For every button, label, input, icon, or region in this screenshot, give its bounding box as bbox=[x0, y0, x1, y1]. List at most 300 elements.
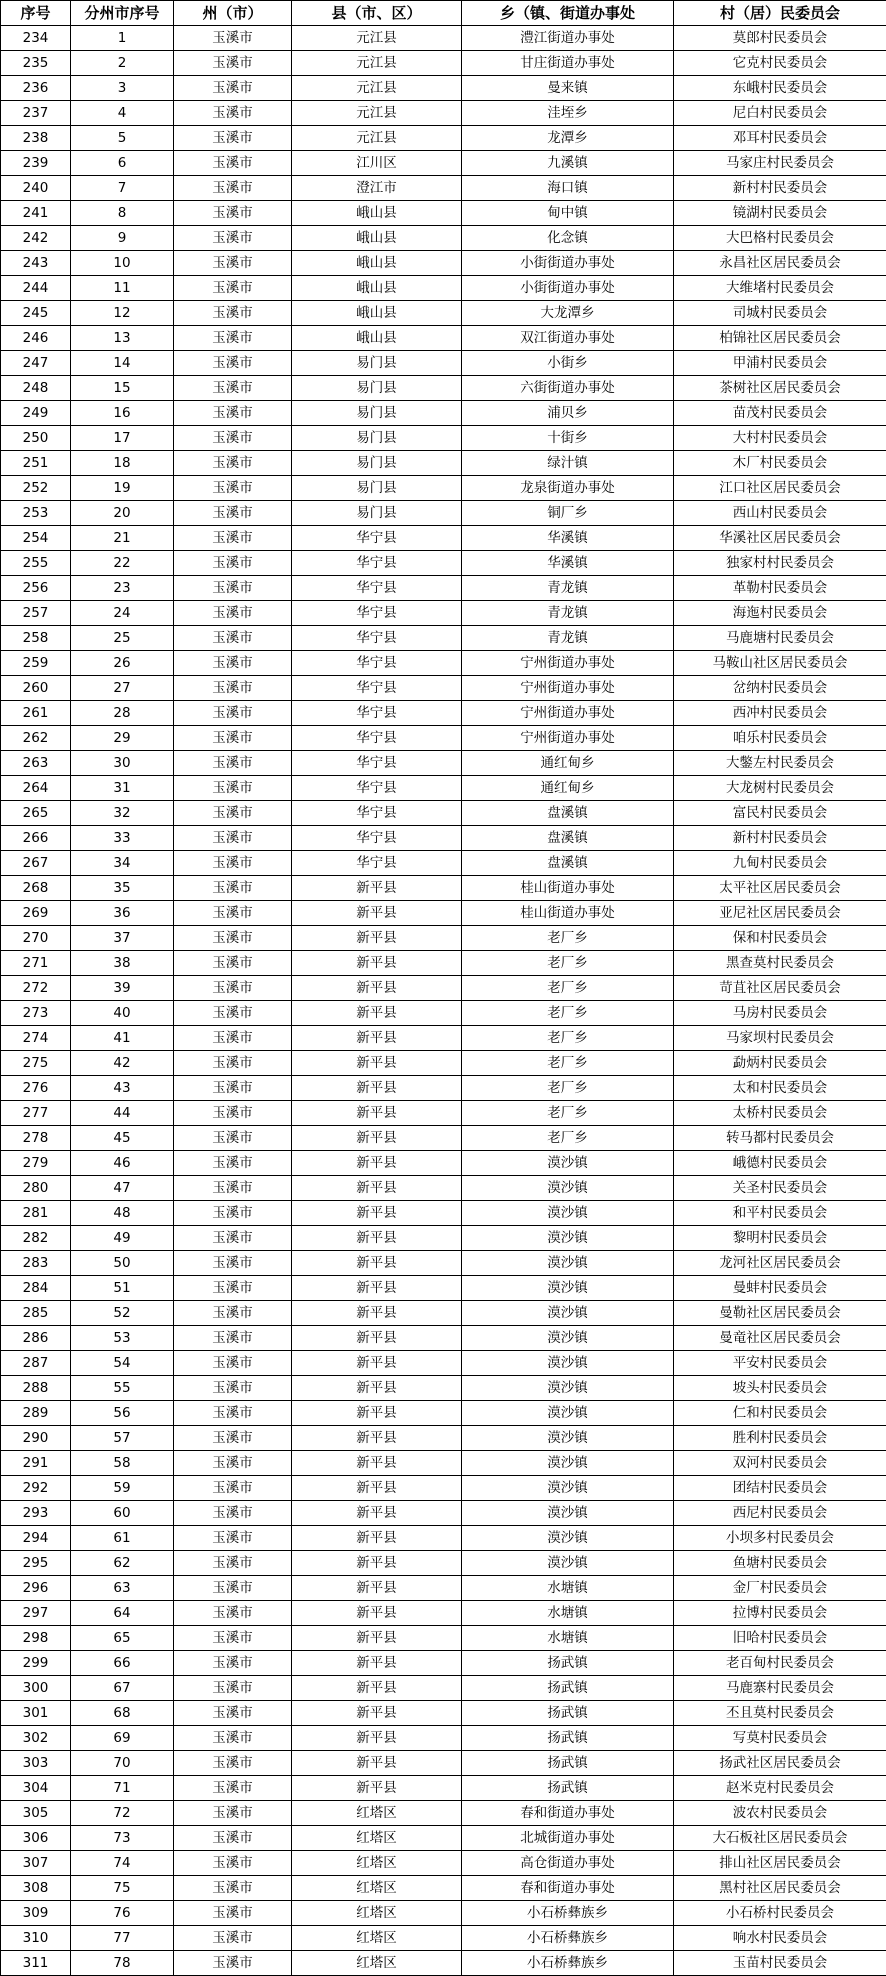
cell-committee: 华溪社区居民委员会 bbox=[674, 526, 886, 551]
cell-serial: 292 bbox=[1, 1476, 71, 1501]
cell-committee: 大鐅左村民委员会 bbox=[674, 751, 886, 776]
cell-serial: 269 bbox=[1, 901, 71, 926]
table-row bbox=[1, 1851, 886, 1876]
cell-city-serial: 29 bbox=[71, 726, 174, 751]
cell-prefecture: 玉溪市 bbox=[174, 276, 292, 301]
cell-county: 华宁县 bbox=[292, 601, 462, 626]
cell-county: 新平县 bbox=[292, 1326, 462, 1351]
cell-city-serial: 32 bbox=[71, 801, 174, 826]
cell-serial: 277 bbox=[1, 1101, 71, 1126]
cell-county: 新平县 bbox=[292, 1451, 462, 1476]
cell-county: 新平县 bbox=[292, 1101, 462, 1126]
header-committee: 村（居）民委员会 bbox=[674, 1, 886, 26]
table-row bbox=[1, 976, 886, 1001]
cell-township: 浦贝乡 bbox=[462, 401, 674, 426]
cell-city-serial: 24 bbox=[71, 601, 174, 626]
cell-township: 十街乡 bbox=[462, 426, 674, 451]
cell-township: 漠沙镇 bbox=[462, 1501, 674, 1526]
cell-city-serial: 68 bbox=[71, 1701, 174, 1726]
cell-county: 新平县 bbox=[292, 1376, 462, 1401]
cell-prefecture: 玉溪市 bbox=[174, 1101, 292, 1126]
table-row bbox=[1, 501, 886, 526]
cell-prefecture: 玉溪市 bbox=[174, 951, 292, 976]
cell-prefecture: 玉溪市 bbox=[174, 1151, 292, 1176]
cell-committee: 太桥村民委员会 bbox=[674, 1101, 886, 1126]
cell-county: 红塔区 bbox=[292, 1926, 462, 1951]
cell-prefecture: 玉溪市 bbox=[174, 26, 292, 51]
cell-committee: 新村村民委员会 bbox=[674, 176, 886, 201]
table-row bbox=[1, 1351, 886, 1376]
cell-serial: 272 bbox=[1, 976, 71, 1001]
cell-committee: 坡头村民委员会 bbox=[674, 1376, 886, 1401]
cell-city-serial: 4 bbox=[71, 101, 174, 126]
cell-county: 华宁县 bbox=[292, 726, 462, 751]
cell-serial: 294 bbox=[1, 1526, 71, 1551]
cell-serial: 281 bbox=[1, 1201, 71, 1226]
cell-township: 绿汁镇 bbox=[462, 451, 674, 476]
cell-county: 易门县 bbox=[292, 376, 462, 401]
cell-prefecture: 玉溪市 bbox=[174, 551, 292, 576]
cell-serial: 236 bbox=[1, 76, 71, 101]
cell-city-serial: 11 bbox=[71, 276, 174, 301]
cell-county: 易门县 bbox=[292, 426, 462, 451]
cell-city-serial: 70 bbox=[71, 1751, 174, 1776]
cell-serial: 234 bbox=[1, 26, 71, 51]
cell-township: 扬武镇 bbox=[462, 1676, 674, 1701]
cell-city-serial: 48 bbox=[71, 1201, 174, 1226]
cell-committee: 邓耳村民委员会 bbox=[674, 126, 886, 151]
cell-city-serial: 16 bbox=[71, 401, 174, 426]
cell-county: 新平县 bbox=[292, 901, 462, 926]
cell-city-serial: 14 bbox=[71, 351, 174, 376]
cell-serial: 299 bbox=[1, 1651, 71, 1676]
table-row bbox=[1, 1251, 886, 1276]
cell-serial: 298 bbox=[1, 1626, 71, 1651]
cell-city-serial: 8 bbox=[71, 201, 174, 226]
cell-city-serial: 52 bbox=[71, 1301, 174, 1326]
cell-township: 老厂乡 bbox=[462, 1076, 674, 1101]
cell-committee: 排山社区居民委员会 bbox=[674, 1851, 886, 1876]
cell-serial: 265 bbox=[1, 801, 71, 826]
cell-township: 小街街道办事处 bbox=[462, 251, 674, 276]
cell-county: 华宁县 bbox=[292, 851, 462, 876]
cell-city-serial: 77 bbox=[71, 1926, 174, 1951]
cell-committee: 黎明村民委员会 bbox=[674, 1226, 886, 1251]
cell-committee: 大巴格村民委员会 bbox=[674, 226, 886, 251]
cell-county: 新平县 bbox=[292, 1776, 462, 1801]
table-row bbox=[1, 1801, 886, 1826]
cell-committee: 响水村民委员会 bbox=[674, 1926, 886, 1951]
cell-serial: 308 bbox=[1, 1876, 71, 1901]
cell-serial: 270 bbox=[1, 926, 71, 951]
table-row bbox=[1, 1026, 886, 1051]
cell-prefecture: 玉溪市 bbox=[174, 1376, 292, 1401]
cell-city-serial: 21 bbox=[71, 526, 174, 551]
table-row bbox=[1, 1176, 886, 1201]
cell-prefecture: 玉溪市 bbox=[174, 1876, 292, 1901]
cell-city-serial: 5 bbox=[71, 126, 174, 151]
cell-prefecture: 玉溪市 bbox=[174, 1951, 292, 1976]
table-row bbox=[1, 1051, 886, 1076]
cell-prefecture: 玉溪市 bbox=[174, 1801, 292, 1826]
cell-serial: 266 bbox=[1, 826, 71, 851]
cell-township: 水塘镇 bbox=[462, 1576, 674, 1601]
cell-county: 新平县 bbox=[292, 976, 462, 1001]
cell-township: 洼垤乡 bbox=[462, 101, 674, 126]
table-row bbox=[1, 326, 886, 351]
cell-township: 小石桥彝族乡 bbox=[462, 1901, 674, 1926]
table-row bbox=[1, 1476, 886, 1501]
cell-county: 峨山县 bbox=[292, 276, 462, 301]
cell-committee: 西尼村民委员会 bbox=[674, 1501, 886, 1526]
cell-county: 新平县 bbox=[292, 1151, 462, 1176]
cell-county: 新平县 bbox=[292, 1626, 462, 1651]
cell-city-serial: 25 bbox=[71, 626, 174, 651]
cell-county: 易门县 bbox=[292, 476, 462, 501]
cell-serial: 250 bbox=[1, 426, 71, 451]
cell-prefecture: 玉溪市 bbox=[174, 1826, 292, 1851]
cell-serial: 240 bbox=[1, 176, 71, 201]
cell-township: 曼来镇 bbox=[462, 76, 674, 101]
cell-city-serial: 30 bbox=[71, 751, 174, 776]
cell-committee: 司城村民委员会 bbox=[674, 301, 886, 326]
cell-prefecture: 玉溪市 bbox=[174, 51, 292, 76]
cell-prefecture: 玉溪市 bbox=[174, 1126, 292, 1151]
table-row bbox=[1, 826, 886, 851]
cell-county: 江川区 bbox=[292, 151, 462, 176]
cell-serial: 235 bbox=[1, 51, 71, 76]
cell-serial: 241 bbox=[1, 201, 71, 226]
table-row bbox=[1, 1901, 886, 1926]
cell-committee: 莫郎村民委员会 bbox=[674, 26, 886, 51]
cell-township: 桂山街道办事处 bbox=[462, 876, 674, 901]
cell-township: 扬武镇 bbox=[462, 1776, 674, 1801]
cell-county: 易门县 bbox=[292, 351, 462, 376]
cell-prefecture: 玉溪市 bbox=[174, 526, 292, 551]
cell-city-serial: 73 bbox=[71, 1826, 174, 1851]
cell-county: 新平县 bbox=[292, 1401, 462, 1426]
cell-city-serial: 74 bbox=[71, 1851, 174, 1876]
cell-county: 新平县 bbox=[292, 1351, 462, 1376]
cell-county: 元江县 bbox=[292, 101, 462, 126]
cell-committee: 海迤村民委员会 bbox=[674, 601, 886, 626]
cell-serial: 259 bbox=[1, 651, 71, 676]
cell-township: 甘庄街道办事处 bbox=[462, 51, 674, 76]
cell-city-serial: 46 bbox=[71, 1151, 174, 1176]
table-row bbox=[1, 1151, 886, 1176]
cell-county: 新平县 bbox=[292, 1701, 462, 1726]
cell-city-serial: 75 bbox=[71, 1876, 174, 1901]
cell-city-serial: 65 bbox=[71, 1626, 174, 1651]
cell-committee: 团结村民委员会 bbox=[674, 1476, 886, 1501]
cell-committee: 大维堵村民委员会 bbox=[674, 276, 886, 301]
cell-township: 漠沙镇 bbox=[462, 1351, 674, 1376]
cell-prefecture: 玉溪市 bbox=[174, 1701, 292, 1726]
cell-committee: 亚尼社区居民委员会 bbox=[674, 901, 886, 926]
table-row bbox=[1, 1001, 886, 1026]
cell-committee: 咱乐村民委员会 bbox=[674, 726, 886, 751]
cell-prefecture: 玉溪市 bbox=[174, 1651, 292, 1676]
cell-serial: 262 bbox=[1, 726, 71, 751]
cell-prefecture: 玉溪市 bbox=[174, 626, 292, 651]
cell-prefecture: 玉溪市 bbox=[174, 101, 292, 126]
cell-committee: 革勒村民委员会 bbox=[674, 576, 886, 601]
cell-serial: 276 bbox=[1, 1076, 71, 1101]
table-row bbox=[1, 601, 886, 626]
cell-township: 扬武镇 bbox=[462, 1751, 674, 1776]
cell-county: 红塔区 bbox=[292, 1876, 462, 1901]
cell-prefecture: 玉溪市 bbox=[174, 476, 292, 501]
cell-city-serial: 56 bbox=[71, 1401, 174, 1426]
cell-city-serial: 17 bbox=[71, 426, 174, 451]
cell-city-serial: 47 bbox=[71, 1176, 174, 1201]
table-row bbox=[1, 1226, 886, 1251]
cell-township: 澧江街道办事处 bbox=[462, 26, 674, 51]
cell-serial: 279 bbox=[1, 1151, 71, 1176]
cell-prefecture: 玉溪市 bbox=[174, 1776, 292, 1801]
cell-county: 元江县 bbox=[292, 126, 462, 151]
cell-city-serial: 42 bbox=[71, 1051, 174, 1076]
cell-city-serial: 60 bbox=[71, 1501, 174, 1526]
cell-committee: 大龙树村民委员会 bbox=[674, 776, 886, 801]
table-row bbox=[1, 951, 886, 976]
table-row bbox=[1, 476, 886, 501]
cell-prefecture: 玉溪市 bbox=[174, 126, 292, 151]
cell-prefecture: 玉溪市 bbox=[174, 901, 292, 926]
cell-county: 元江县 bbox=[292, 51, 462, 76]
table-row bbox=[1, 351, 886, 376]
cell-township: 华溪镇 bbox=[462, 551, 674, 576]
cell-prefecture: 玉溪市 bbox=[174, 1226, 292, 1251]
table-row bbox=[1, 1526, 886, 1551]
cell-city-serial: 50 bbox=[71, 1251, 174, 1276]
cell-committee: 曼竜社区居民委员会 bbox=[674, 1326, 886, 1351]
cell-township: 老厂乡 bbox=[462, 1126, 674, 1151]
cell-county: 易门县 bbox=[292, 501, 462, 526]
cell-serial: 237 bbox=[1, 101, 71, 126]
cell-prefecture: 玉溪市 bbox=[174, 401, 292, 426]
cell-prefecture: 玉溪市 bbox=[174, 876, 292, 901]
cell-prefecture: 玉溪市 bbox=[174, 976, 292, 1001]
table-row bbox=[1, 776, 886, 801]
cell-prefecture: 玉溪市 bbox=[174, 1426, 292, 1451]
table-row bbox=[1, 1751, 886, 1776]
cell-county: 新平县 bbox=[292, 1526, 462, 1551]
cell-serial: 306 bbox=[1, 1826, 71, 1851]
cell-county: 华宁县 bbox=[292, 776, 462, 801]
cell-city-serial: 37 bbox=[71, 926, 174, 951]
cell-committee: 扬武社区居民委员会 bbox=[674, 1751, 886, 1776]
table-body bbox=[1, 26, 886, 1976]
cell-committee: 大村村民委员会 bbox=[674, 426, 886, 451]
table-row bbox=[1, 551, 886, 576]
cell-serial: 263 bbox=[1, 751, 71, 776]
cell-county: 峨山县 bbox=[292, 201, 462, 226]
cell-serial: 307 bbox=[1, 1851, 71, 1876]
cell-city-serial: 33 bbox=[71, 826, 174, 851]
table-row bbox=[1, 1726, 886, 1751]
cell-serial: 271 bbox=[1, 951, 71, 976]
cell-township: 盘溪镇 bbox=[462, 801, 674, 826]
cell-committee: 仁和村民委员会 bbox=[674, 1401, 886, 1426]
cell-county: 新平县 bbox=[292, 1051, 462, 1076]
cell-city-serial: 7 bbox=[71, 176, 174, 201]
cell-serial: 246 bbox=[1, 326, 71, 351]
table-row bbox=[1, 226, 886, 251]
cell-prefecture: 玉溪市 bbox=[174, 1051, 292, 1076]
cell-township: 双江街道办事处 bbox=[462, 326, 674, 351]
table-row bbox=[1, 1676, 886, 1701]
table-row bbox=[1, 1951, 886, 1976]
table-row bbox=[1, 51, 886, 76]
cell-county: 新平县 bbox=[292, 1751, 462, 1776]
cell-county: 新平县 bbox=[292, 1226, 462, 1251]
table-row bbox=[1, 1401, 886, 1426]
table-row bbox=[1, 1926, 886, 1951]
cell-county: 易门县 bbox=[292, 451, 462, 476]
table-row bbox=[1, 726, 886, 751]
cell-committee: 它克村民委员会 bbox=[674, 51, 886, 76]
cell-county: 元江县 bbox=[292, 76, 462, 101]
cell-county: 峨山县 bbox=[292, 301, 462, 326]
cell-county: 华宁县 bbox=[292, 751, 462, 776]
cell-township: 漠沙镇 bbox=[462, 1551, 674, 1576]
cell-county: 新平县 bbox=[292, 1176, 462, 1201]
table-row bbox=[1, 451, 886, 476]
cell-county: 新平县 bbox=[292, 1076, 462, 1101]
table-row bbox=[1, 201, 886, 226]
cell-township: 龙泉街道办事处 bbox=[462, 476, 674, 501]
cell-committee: 西山村民委员会 bbox=[674, 501, 886, 526]
cell-township: 扬武镇 bbox=[462, 1726, 674, 1751]
cell-serial: 304 bbox=[1, 1776, 71, 1801]
cell-county: 新平县 bbox=[292, 1126, 462, 1151]
table-row bbox=[1, 76, 886, 101]
table-row bbox=[1, 301, 886, 326]
cell-committee: 永昌社区居民委员会 bbox=[674, 251, 886, 276]
cell-serial: 238 bbox=[1, 126, 71, 151]
cell-city-serial: 66 bbox=[71, 1651, 174, 1676]
cell-prefecture: 玉溪市 bbox=[174, 826, 292, 851]
cell-county: 新平县 bbox=[292, 1726, 462, 1751]
header-prefecture: 州（市） bbox=[174, 1, 292, 26]
cell-city-serial: 76 bbox=[71, 1901, 174, 1926]
table-row bbox=[1, 801, 886, 826]
cell-city-serial: 34 bbox=[71, 851, 174, 876]
cell-serial: 295 bbox=[1, 1551, 71, 1576]
cell-committee: 峨德村民委员会 bbox=[674, 1151, 886, 1176]
cell-township: 老厂乡 bbox=[462, 1001, 674, 1026]
cell-township: 北城街道办事处 bbox=[462, 1826, 674, 1851]
cell-county: 新平县 bbox=[292, 1676, 462, 1701]
cell-township: 小街街道办事处 bbox=[462, 276, 674, 301]
cell-city-serial: 58 bbox=[71, 1451, 174, 1476]
cell-county: 华宁县 bbox=[292, 526, 462, 551]
cell-serial: 283 bbox=[1, 1251, 71, 1276]
cell-city-serial: 43 bbox=[71, 1076, 174, 1101]
cell-county: 红塔区 bbox=[292, 1826, 462, 1851]
table-row bbox=[1, 176, 886, 201]
cell-township: 漠沙镇 bbox=[462, 1201, 674, 1226]
cell-committee: 赵米克村民委员会 bbox=[674, 1776, 886, 1801]
cell-prefecture: 玉溪市 bbox=[174, 1726, 292, 1751]
cell-township: 宁州街道办事处 bbox=[462, 651, 674, 676]
cell-city-serial: 53 bbox=[71, 1326, 174, 1351]
cell-township: 漠沙镇 bbox=[462, 1151, 674, 1176]
cell-committee: 马鹿寨村民委员会 bbox=[674, 1676, 886, 1701]
cell-serial: 288 bbox=[1, 1376, 71, 1401]
cell-city-serial: 59 bbox=[71, 1476, 174, 1501]
table-row bbox=[1, 1426, 886, 1451]
cell-township: 漠沙镇 bbox=[462, 1526, 674, 1551]
cell-serial: 239 bbox=[1, 151, 71, 176]
cell-prefecture: 玉溪市 bbox=[174, 1501, 292, 1526]
cell-serial: 289 bbox=[1, 1401, 71, 1426]
cell-township: 漠沙镇 bbox=[462, 1401, 674, 1426]
cell-committee: 马房村民委员会 bbox=[674, 1001, 886, 1026]
cell-prefecture: 玉溪市 bbox=[174, 301, 292, 326]
cell-county: 华宁县 bbox=[292, 651, 462, 676]
cell-city-serial: 13 bbox=[71, 326, 174, 351]
cell-committee: 旧哈村民委员会 bbox=[674, 1626, 886, 1651]
cell-township: 水塘镇 bbox=[462, 1626, 674, 1651]
cell-serial: 264 bbox=[1, 776, 71, 801]
cell-county: 新平县 bbox=[292, 1601, 462, 1626]
cell-serial: 242 bbox=[1, 226, 71, 251]
cell-prefecture: 玉溪市 bbox=[174, 601, 292, 626]
cell-city-serial: 45 bbox=[71, 1126, 174, 1151]
cell-prefecture: 玉溪市 bbox=[174, 1001, 292, 1026]
cell-prefecture: 玉溪市 bbox=[174, 201, 292, 226]
cell-committee: 曼蚌村民委员会 bbox=[674, 1276, 886, 1301]
cell-county: 新平县 bbox=[292, 876, 462, 901]
cell-committee: 曼勒社区居民委员会 bbox=[674, 1301, 886, 1326]
cell-serial: 273 bbox=[1, 1001, 71, 1026]
cell-city-serial: 54 bbox=[71, 1351, 174, 1376]
cell-serial: 258 bbox=[1, 626, 71, 651]
cell-committee: 岔纳村民委员会 bbox=[674, 676, 886, 701]
cell-committee: 转马都村民委员会 bbox=[674, 1126, 886, 1151]
cell-county: 华宁县 bbox=[292, 576, 462, 601]
cell-county: 澄江市 bbox=[292, 176, 462, 201]
cell-serial: 245 bbox=[1, 301, 71, 326]
cell-city-serial: 28 bbox=[71, 701, 174, 726]
cell-township: 扬武镇 bbox=[462, 1651, 674, 1676]
table-row bbox=[1, 1276, 886, 1301]
cell-committee: 甲浦村民委员会 bbox=[674, 351, 886, 376]
cell-serial: 302 bbox=[1, 1726, 71, 1751]
cell-city-serial: 3 bbox=[71, 76, 174, 101]
cell-committee: 九甸村民委员会 bbox=[674, 851, 886, 876]
cell-city-serial: 36 bbox=[71, 901, 174, 926]
cell-serial: 253 bbox=[1, 501, 71, 526]
table-row bbox=[1, 1551, 886, 1576]
cell-county: 新平县 bbox=[292, 1301, 462, 1326]
table-row bbox=[1, 1326, 886, 1351]
cell-city-serial: 27 bbox=[71, 676, 174, 701]
cell-county: 新平县 bbox=[292, 1276, 462, 1301]
cell-serial: 284 bbox=[1, 1276, 71, 1301]
cell-prefecture: 玉溪市 bbox=[174, 1301, 292, 1326]
cell-township: 老厂乡 bbox=[462, 976, 674, 1001]
cell-township: 龙潭乡 bbox=[462, 126, 674, 151]
header-serial: 序号 bbox=[1, 1, 71, 26]
cell-township: 漠沙镇 bbox=[462, 1326, 674, 1351]
cell-city-serial: 64 bbox=[71, 1601, 174, 1626]
cell-township: 青龙镇 bbox=[462, 626, 674, 651]
cell-prefecture: 玉溪市 bbox=[174, 1201, 292, 1226]
cell-serial: 303 bbox=[1, 1751, 71, 1776]
